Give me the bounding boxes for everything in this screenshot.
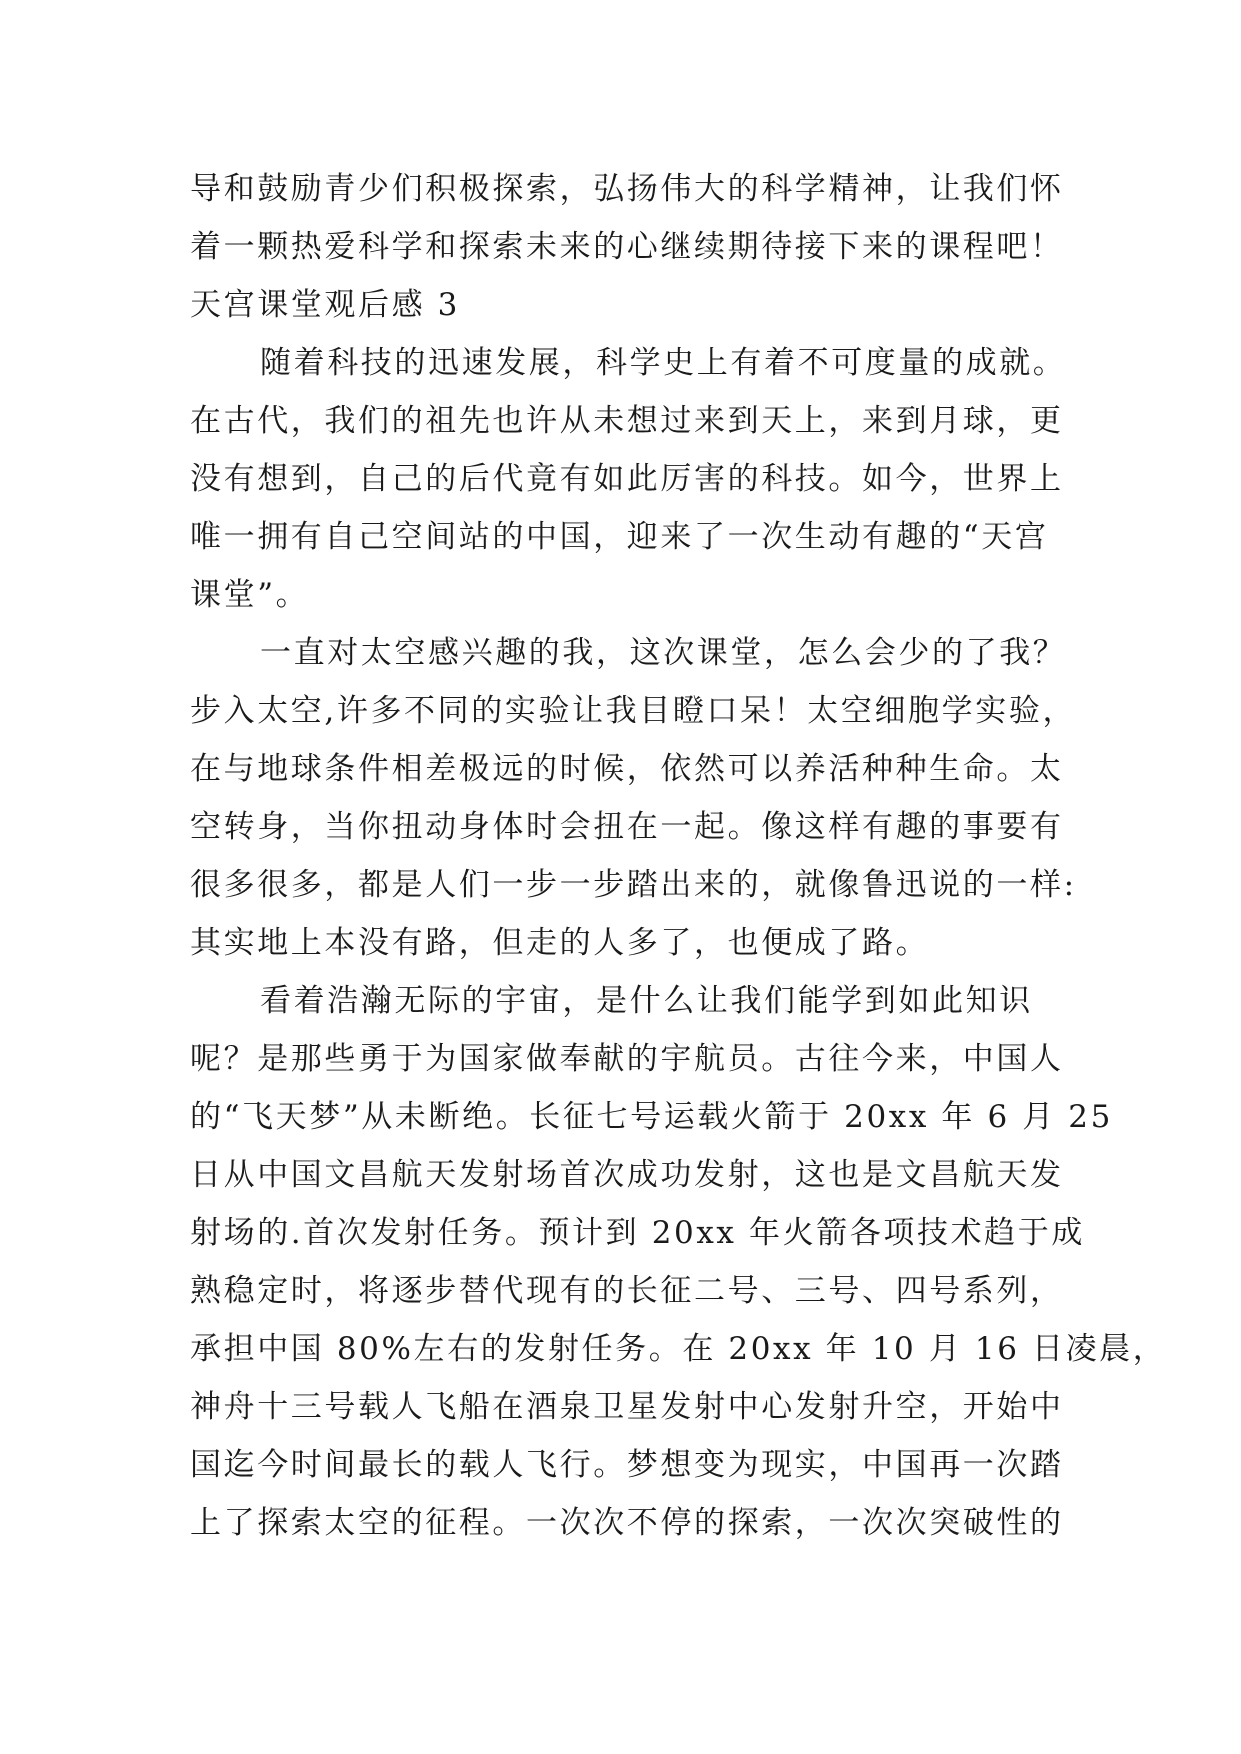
text-line: 承担中国 80%左右的发射任务。在 20xx 年 10 月 16 日凌晨，: [190, 1331, 1167, 1367]
text-line: 空转身，当你扭动身体时会扭在一起。像这样有趣的事要有: [190, 809, 1064, 845]
text-line: 很多很多，都是人们一步一步踏出来的，就像鲁迅说的一样:: [190, 867, 1077, 903]
text-line: 在与地球条件相差极远的时候，依然可以养活种种生命。太: [190, 751, 1064, 787]
text-line: 步入太空,许多不同的实验让我目瞪口呆！太空细胞学实验，: [190, 693, 1077, 729]
text-line: 导和鼓励青少们积极探索，弘扬伟大的科学精神，让我们怀: [190, 171, 1064, 207]
text-line: 熟稳定时，将逐步替代现有的长征二号、三号、四号系列，: [190, 1273, 1064, 1309]
text-line: 神舟十三号载人飞船在酒泉卫星发射中心发射升空，开始中: [190, 1389, 1064, 1425]
paragraph-start: 一直对太空感兴趣的我，这次课堂，怎么会少的了我？: [260, 635, 1067, 671]
text-line: 唯一拥有自己空间站的中国，迎来了一次生动有趣的“天宫: [190, 519, 1049, 555]
text-line: 国迄今时间最长的载人飞行。梦想变为现实，中国再一次踏: [190, 1447, 1064, 1483]
text-line: 上了探索太空的征程。一次次不停的探索，一次次突破性的: [190, 1505, 1064, 1541]
text-line: 在古代，我们的祖先也许从未想过来到天上，来到月球，更: [190, 403, 1064, 439]
text-line: 课堂”。: [190, 577, 310, 613]
paragraph-start: 看着浩瀚无际的宇宙，是什么让我们能学到如此知识: [260, 983, 1033, 1019]
paragraph-start: 随着科技的迅速发展，科学史上有着不可度量的成就。: [260, 345, 1067, 381]
text-line: 射场的.首次发射任务。预计到 20xx 年火箭各项技术趋于成: [190, 1215, 1085, 1251]
text-line: 的“飞天梦”从未断绝。长征七号运载火箭于 20xx 年 6 月 25: [190, 1099, 1113, 1135]
document-body: [190, 160, 1167, 1552]
section-heading: 天宫课堂观后感 3: [190, 287, 460, 323]
text-line: 呢？是那些勇于为国家做奉献的宇航员。古往今来，中国人: [190, 1041, 1064, 1077]
text-line: 没有想到，自己的后代竟有如此厉害的科技。如今，世界上: [190, 461, 1064, 497]
text-line: 日从中国文昌航天发射场首次成功发射，这也是文昌航天发: [190, 1157, 1064, 1193]
text-line: 着一颗热爱科学和探索未来的心继续期待接下来的课程吧！: [190, 229, 1064, 265]
text-line: 其实地上本没有路，但走的人多了，也便成了路。: [190, 925, 930, 961]
